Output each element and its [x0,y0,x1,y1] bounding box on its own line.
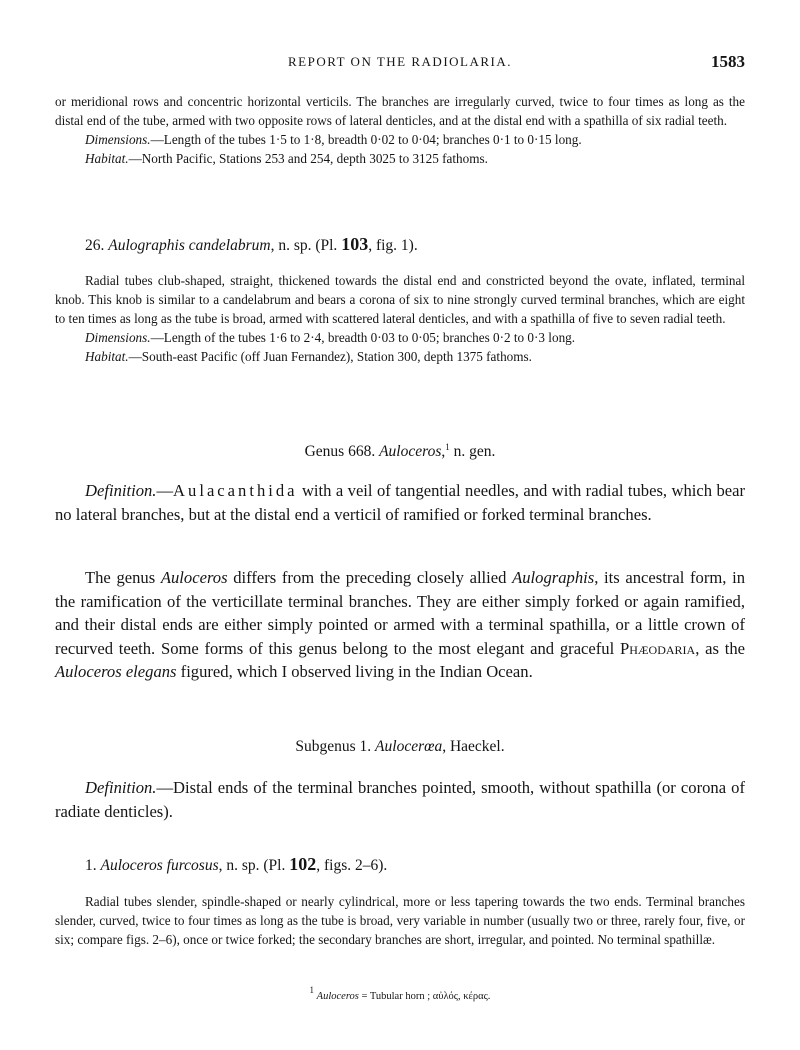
figure-ref: , figs. 2–6). [316,857,388,874]
species-1-description: Radial tubes slender, spindle-shaped or nearly cylindrical, more or less tapering towards the two ends. Terminal branches slender, curved, twice to four times as long as the tube is broad, very variable in number (usually two or three, rarely four, five, or six; compare figs. 2–6), once or twice forked; the secondary branches are short, irregular, and pointed. No terminal spathillæ. [55,894,745,947]
discussion-text-5: figured, which I observed living in the Indian Ocean. [176,662,533,681]
species-26-heading [85,234,418,255]
habitat-label: Habitat. [85,349,129,364]
subgenus-definition [55,776,745,823]
discussion-group: Phæodaria [619,638,696,658]
species-26-habitat [55,347,745,366]
discussion-text-3: , its ancestral form, in the ramification of the verticillate terminal branches. They are either simply forked or again ramified, and their distal ends are either simply pointed or armed with a terminal spathilla, or a little crown of recurved teeth. Some forms of this genus belong to the most elegant and graceful [55,568,746,658]
habitat-text: —North Pacific, Stations 253 and 254, depth 3025 to 3125 fathoms. [128,151,488,166]
species-number: 1. [85,857,97,874]
intro-habitat [55,149,745,168]
discussion-name-2: Aulographis [512,568,595,587]
footnote [0,985,800,1002]
subgenus-name: Aulocerœa [375,738,443,755]
species-authority: , n. sp. (Pl. [218,857,286,874]
genus-heading: Genus 668. Auloceros,$^1$ n. gen. [304,442,496,460]
discussion-name-3: Auloceros elegans [55,662,177,681]
discussion-name-1: Auloceros [160,568,228,587]
definition-label: Definition. [85,481,157,500]
dimensions-text: —Length of the tubes 1·6 to 2·4, breadth 0·03 to 0·05; branches 0·2 to 0·3 long. [150,330,576,345]
definition-text: with a veil of tangential needles, and with radial tubes, which bear no lateral branches, but at the distal end a verticil of ramified or forked terminal branches. [55,481,745,524]
subgenus-definition-block [55,776,745,823]
species-name: Aulographis candelabrum [108,237,271,254]
genus-suffix: n. gen. [449,443,496,460]
genus-definition-block [55,479,745,526]
subgenus-prefix: Subgenus 1. [295,738,372,755]
definition-text: —Distal ends of the terminal branches pointed, smooth, without spathilla (or corona of radiate denticles). [55,778,745,821]
habitat-text: —South-east Pacific (off Juan Fernandez), Station 300, depth 1375 fathoms. [128,349,532,364]
discussion-text-4: , as the [695,638,745,658]
page-number: 1583 [711,52,745,71]
genus-discussion-block [55,566,745,684]
genus-prefix: Genus 668. [304,443,376,460]
intro-paragraph: or meridional rows and concentric horizontal verticils. The branches are irregularly curved, twice to four times as long as the distal end of the tube, armed with two opposite rows of lateral denticles, and at the distal end with a spathilla of six radial teeth. [55,94,745,128]
species-26-description: Radial tubes club-shaped, straight, thickened towards the distal end and constricted beyond the ovate, inflated, terminal knob. This knob is similar to a candelabrum and bears a corona of six to nine strongly curved terminal branches, which are eight to ten times as long as the tube is broad, armed with scattered lateral denticles, and with a spathilla of five to seven radial teeth. [55,273,745,326]
footnote-mark: 1 [309,985,315,995]
species-name: Auloceros furcosus [100,857,219,874]
genus-discussion [55,566,745,684]
figure-ref: , fig. 1). [368,237,418,254]
discussion-text-2: differs from the preceding closely allied [227,568,513,587]
species-authority: , n. sp. (Pl. [270,237,338,254]
subgenus-suffix: , Haeckel. [442,738,505,755]
footnote-text: = Tubular horn ; αὐλός, κέρας. [358,991,491,1002]
dimensions-text: —Length of the tubes 1·5 to 1·8, breadth 0·02 to 0·04; branches 0·1 to 0·15 long. [150,132,582,147]
genus-name: Auloceros [379,443,442,460]
species-1-block [55,892,745,949]
definition-label: Definition. [85,778,157,797]
header-title: REPORT ON THE RADIOLARIA. [287,54,513,69]
dimensions-label: Dimensions. [85,132,151,147]
dimensions-label: Dimensions. [85,330,151,345]
subgenus-heading [0,738,800,756]
intro-dimensions [55,130,745,149]
species-number: 26. [85,237,105,254]
footnote-mark: 1 [445,442,450,452]
running-header [55,52,745,72]
definition-dash: — [156,481,174,500]
definition-taxon: Aulacanthida [173,481,298,500]
footnote-term: Auloceros [316,991,359,1002]
species-1-heading [85,854,387,875]
species-26-block [55,271,745,366]
plate-number: 103 [341,234,369,254]
plate-number: 102 [289,854,317,874]
discussion-text-1: The genus [85,568,161,587]
species-26-dimensions [55,328,745,347]
habitat-label: Habitat. [85,151,129,166]
intro-block [55,92,745,168]
genus-definition [55,479,745,526]
